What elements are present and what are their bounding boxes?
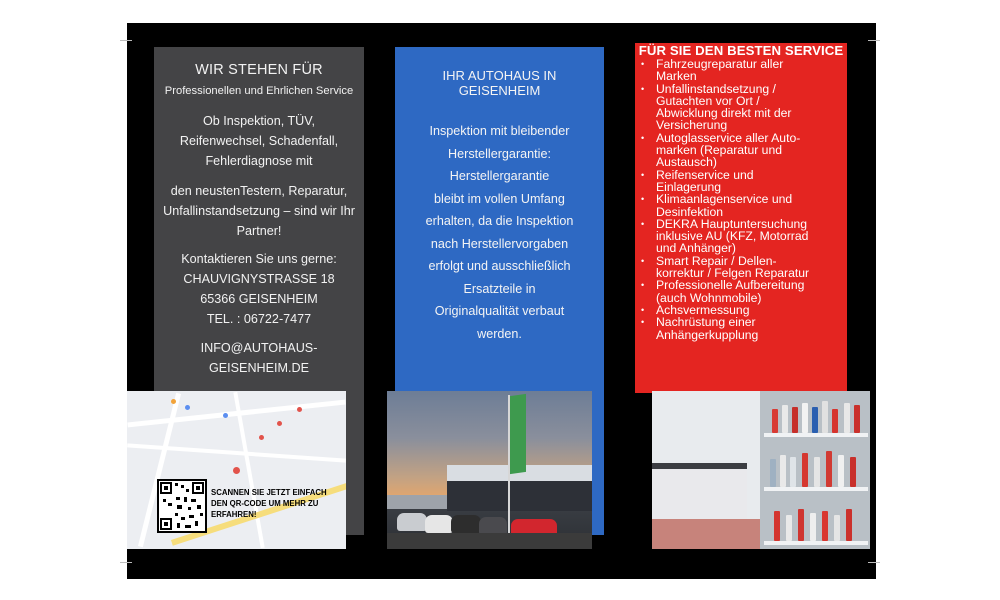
qr-caption: SCANNEN SIE JETZT EINFACH DEN QR-CODE UM MEHR ZU ERFAHREN! — [211, 488, 327, 519]
flyer — [127, 23, 876, 579]
service-item: • Nachrüstung einer Anhängerkupplung — [641, 316, 847, 341]
middle-title-line: GEISENHEIM — [458, 83, 541, 98]
left-line: Fehlerdiagnose mit — [205, 154, 313, 168]
contact-line: Kontaktieren Sie uns gerne: — [181, 252, 337, 266]
contact-block — [154, 249, 364, 329]
middle-line: erhalten, da die Inspektion — [425, 214, 574, 228]
middle-line: Herstellergarantie — [449, 169, 550, 183]
service-item: • Professionelle Aufbereitung (auch Wohnmobile) — [641, 279, 847, 304]
phone-number: TEL. : 06722-7477 — [206, 312, 312, 326]
middle-line: bleibt im vollen Umfang — [434, 191, 565, 206]
right-panel — [635, 43, 847, 393]
middle-line: werden. — [477, 326, 522, 341]
middle-title-line: IHR AUTOHAUS IN — [442, 68, 557, 83]
left-title: WIR STEHEN FÜR — [195, 62, 323, 78]
crop-mark — [868, 40, 880, 41]
workshop-photo — [652, 391, 870, 549]
address-city: 65366 GEISENHEIM — [200, 292, 318, 306]
crop-mark — [120, 562, 132, 563]
email-line: INFO@AUTOHAUS- — [200, 341, 318, 355]
email-line: GEISENHEIM.DE — [208, 361, 310, 375]
flag-icon — [510, 394, 526, 474]
middle-line: erfolgt und ausschließlich — [428, 259, 571, 273]
left-line: Unfallinstandsetzung – sind wir Ihr — [163, 204, 355, 218]
middle-title — [395, 68, 604, 98]
service-list — [635, 58, 847, 341]
middle-line: Ersatzteile in — [463, 281, 536, 296]
crop-mark — [120, 40, 132, 41]
middle-line: Herstellergarantie: — [448, 146, 551, 161]
service-item: • Achsvermessung — [641, 304, 847, 316]
map-image[interactable] — [127, 391, 346, 549]
address-street: CHAUVIGNYSTRASSE 18 — [183, 272, 335, 286]
service-item: • Smart Repair / Dellen- korrektur / Felgen Reparatur — [641, 255, 847, 280]
right-title: FÜR SIE DEN BESTEN SERVICE — [638, 43, 844, 58]
service-item: • Fahrzeugreparatur aller Marken — [641, 58, 847, 83]
dealership-photo — [387, 391, 592, 549]
left-line: Ob Inspektion, TÜV, — [202, 114, 315, 128]
qr-code-icon[interactable] — [157, 479, 207, 533]
service-item: • Reifenservice und Einlagerung — [641, 169, 847, 194]
service-item: • Unfallinstandsetzung / Gutachten vor Ort / Abwicklung direkt mit der Versicherung — [641, 83, 847, 132]
middle-body — [395, 120, 604, 345]
left-line: Partner! — [236, 224, 282, 238]
service-item: • DEKRA Hauptuntersuchung inklusive AU (KFZ, Motorrad und Anhänger) — [641, 218, 847, 255]
left-line: Reifenwechsel, Schadenfall, — [179, 134, 339, 148]
crop-mark — [868, 562, 880, 563]
middle-line: Originalqualität verbaut — [434, 304, 565, 318]
service-item: • Autoglasservice aller Auto- marken (Reparatur und Austausch) — [641, 132, 847, 169]
email-block — [154, 338, 364, 378]
service-item: • Klimaanlagenservice und Desinfektion — [641, 193, 847, 218]
left-line: den neustenTestern, Reparatur, — [170, 184, 348, 198]
middle-line: Inspektion mit bleibender — [429, 124, 570, 138]
middle-line: nach Herstellervorgaben — [430, 236, 569, 251]
left-subtitle: Professionellen und Ehrlichen Service — [164, 85, 354, 97]
